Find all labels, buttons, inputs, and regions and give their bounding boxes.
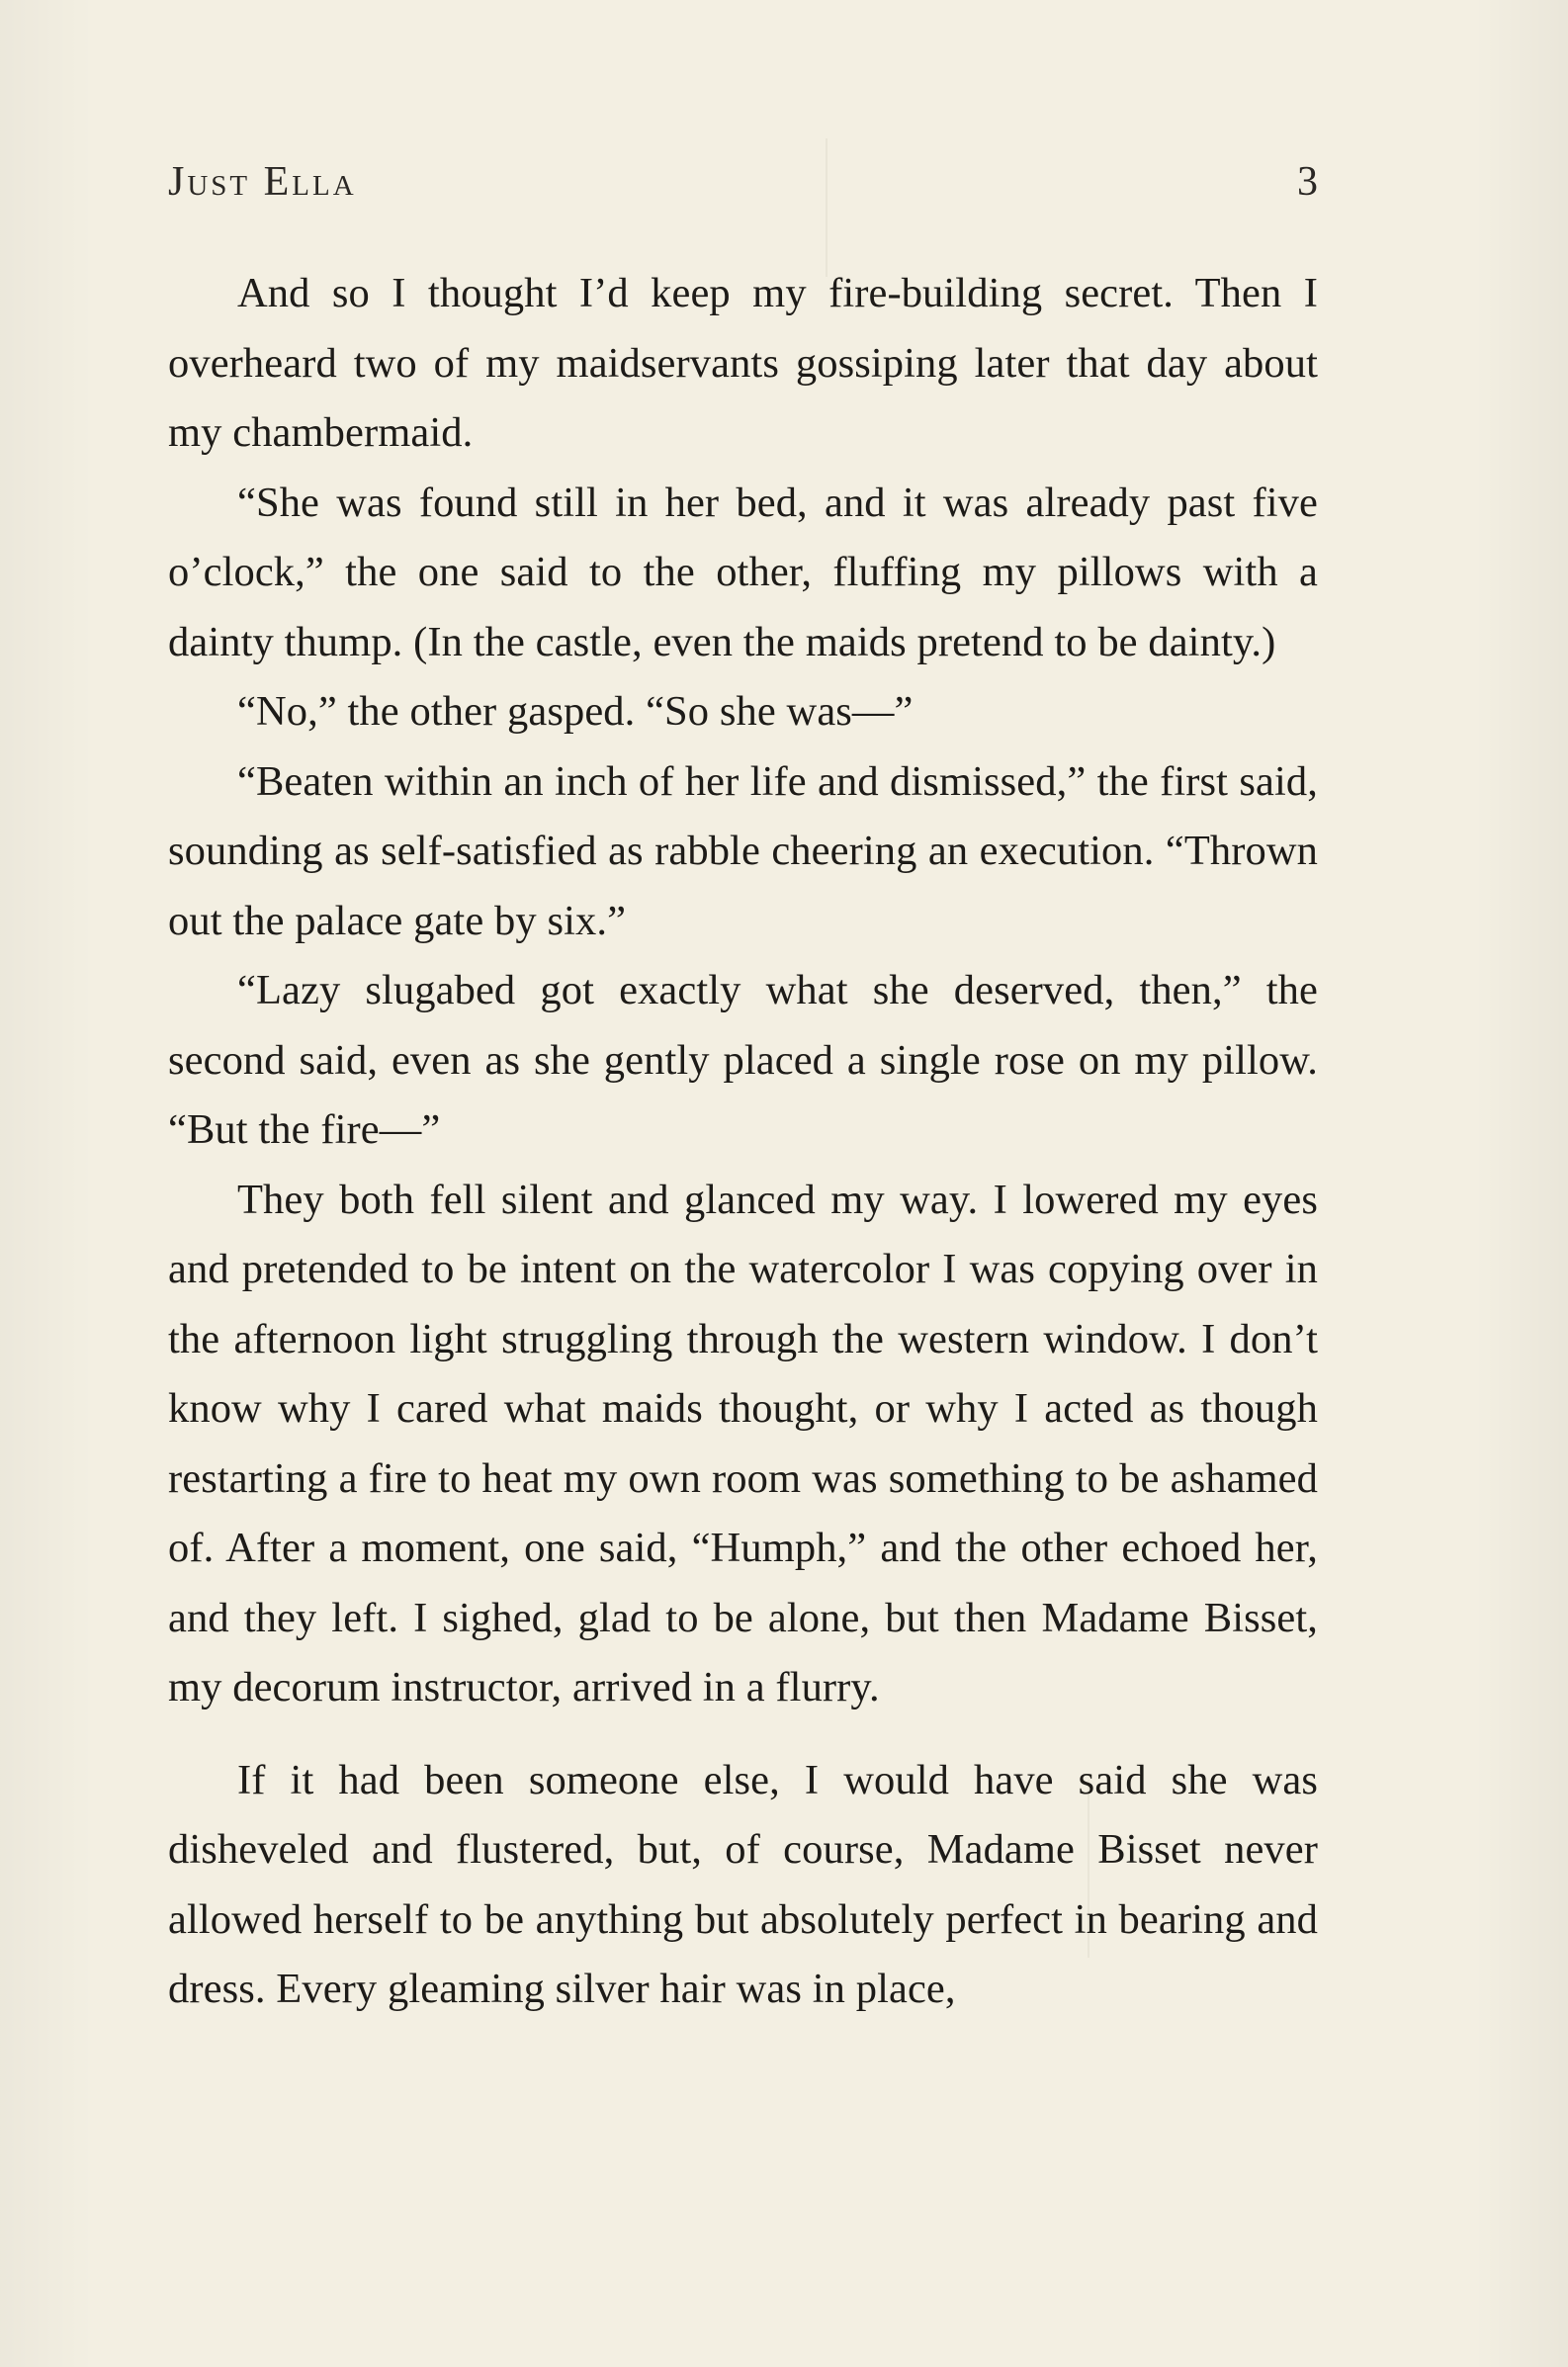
- book-title: Just Ella: [168, 159, 357, 205]
- paragraph: And so I thought I’d keep my fire-building secret. Then I overheard two of my maidservants gossiping later that day about my chambermaid.: [168, 270, 1318, 456]
- paragraph: “No,” the other gasped. “So she was—”: [237, 688, 914, 735]
- paragraph: “Beaten within an inch of her life and dismissed,” the first said, sounding as self-satisfied as rabble cheering an execution. “Thrown out the palace gate by six.”: [168, 757, 1318, 944]
- paragraph: “Lazy slugabed got exactly what she deserved, then,” the second said, even as she gently placed a single rose on my pillow. “But the fire—”: [168, 967, 1318, 1153]
- paragraph: They both fell silent and glanced my way. I lowered my eyes and pretended to be intent on the watercolor I was copying over in the afternoon light struggling through the western window. I don’t know why I cared what maids thought, or why I acted as though restarting a fire to heat my own room was something to be ashamed of. After a moment, one said, “Humph,” and the other echoed her, and they left. I sighed, glad to be alone, but then Madame Bisset, my decorum instructor, arrived in a flurry.: [168, 1176, 1318, 1710]
- running-head: [168, 158, 1318, 218]
- paragraph: If it had been someone else, I would have said she was disheveled and flustered, but, of course, Madame Bisset never allowed herself to be anything but absolutely perfect in bearing and dress. Every gleaming silver hair was in place,: [168, 1756, 1318, 2012]
- body-text: [168, 259, 1318, 2025]
- paragraph: “She was found still in her bed, and it was already past five o’clock,” the one said to the other, fluffing my pillows with a dainty thump. (In the castle, even the maids pretend to be dainty.): [168, 479, 1318, 665]
- page-number: 3: [1297, 159, 1318, 205]
